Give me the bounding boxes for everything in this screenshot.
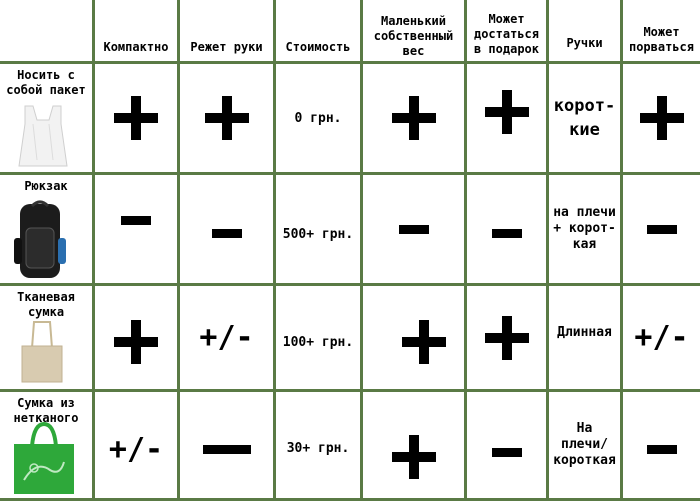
plus-icon bbox=[485, 316, 529, 360]
cell-compact: +/- bbox=[108, 431, 164, 467]
backpack-icon bbox=[12, 198, 68, 282]
plus-icon bbox=[392, 435, 436, 479]
cell-cost: 0 грн. bbox=[294, 110, 342, 126]
cell-cuts-hands bbox=[180, 64, 273, 172]
cell-light-weight bbox=[363, 392, 464, 498]
cell-handles: на плечи + корот-кая bbox=[553, 205, 616, 252]
non-woven-bag-icon bbox=[10, 420, 78, 496]
cell-compact bbox=[95, 286, 177, 389]
plus-icon bbox=[640, 96, 684, 140]
cell-cuts-hands bbox=[180, 175, 273, 283]
minus-icon bbox=[121, 216, 151, 225]
cell-light-weight bbox=[363, 286, 464, 389]
plus-icon bbox=[114, 320, 158, 364]
minus-icon bbox=[492, 448, 522, 457]
plus-icon bbox=[392, 96, 436, 140]
plus-icon bbox=[205, 96, 249, 140]
minus-icon bbox=[203, 445, 251, 454]
cell-cost: 500+ грн. bbox=[282, 226, 354, 242]
header-gift: Может достаться в подарок bbox=[473, 12, 540, 56]
header-cuts-hands: Режет руки bbox=[190, 40, 263, 54]
plus-icon bbox=[402, 320, 446, 364]
cell-light-weight bbox=[363, 175, 464, 283]
cell-gift bbox=[467, 64, 546, 172]
minus-icon bbox=[212, 229, 242, 238]
cell-light-weight bbox=[363, 64, 464, 172]
plus-icon bbox=[114, 96, 158, 140]
row-label-non-woven-bag: Сумка из нетканого bbox=[13, 396, 79, 425]
row-label-fabric-bag: Тканевая сумка bbox=[17, 290, 75, 319]
header-light-weight: Маленький собственный вес bbox=[373, 14, 454, 58]
cell-gift bbox=[467, 392, 546, 498]
cell-handles: Длинная bbox=[557, 324, 612, 340]
cell-compact bbox=[95, 64, 177, 172]
cell-gift bbox=[467, 175, 546, 283]
minus-icon bbox=[647, 445, 677, 454]
row-label-plastic-bag: Носить с собой пакет bbox=[6, 68, 86, 97]
cell-cuts-hands bbox=[180, 392, 273, 498]
minus-icon bbox=[647, 225, 677, 234]
cell-cost: 30+ грн. bbox=[286, 440, 350, 456]
cell-handles: корот-кие bbox=[553, 96, 616, 140]
cell-gift bbox=[467, 286, 546, 389]
cell-tear: +/- bbox=[634, 320, 689, 355]
header-cost: Стоимость bbox=[285, 40, 351, 54]
row-label-backpack: Рюкзак bbox=[24, 179, 68, 193]
cell-handles: На плечи/ короткая bbox=[553, 421, 616, 468]
cell-tear bbox=[623, 175, 700, 283]
minus-icon bbox=[399, 225, 429, 234]
minus-icon bbox=[492, 229, 522, 238]
plastic-bag-icon bbox=[15, 100, 71, 170]
plus-icon bbox=[485, 90, 529, 134]
header-compact: Компактно bbox=[103, 40, 169, 54]
cell-tear bbox=[623, 392, 700, 498]
fabric-bag-icon bbox=[18, 318, 66, 384]
header-handles: Ручки bbox=[566, 36, 603, 50]
cell-cuts-hands: +/- bbox=[199, 320, 254, 355]
cell-tear bbox=[623, 64, 700, 172]
header-tear: Может порваться bbox=[628, 25, 695, 54]
cell-compact bbox=[95, 175, 177, 265]
cell-cost: 100+ грн. bbox=[282, 335, 354, 350]
